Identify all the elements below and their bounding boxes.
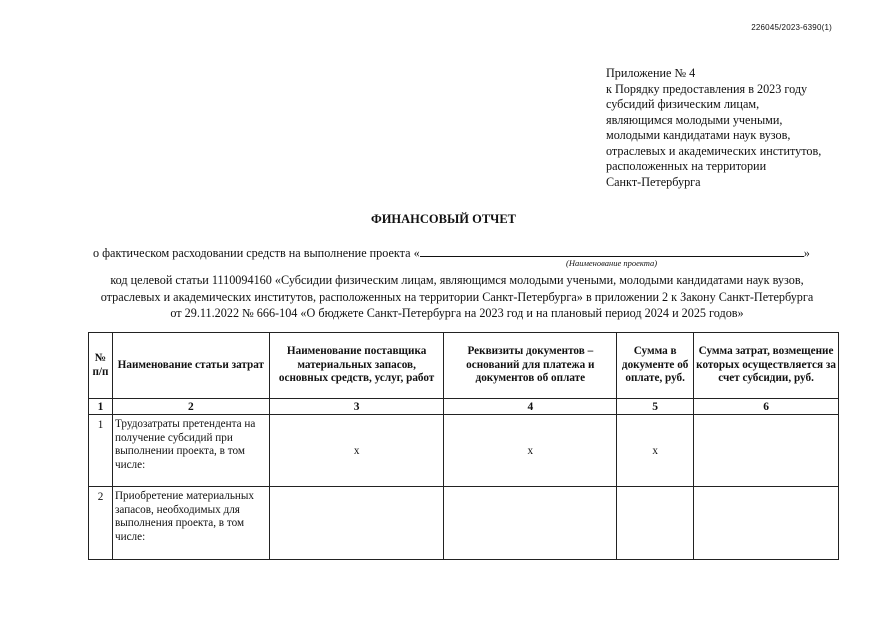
- document-amount-cell[interactable]: [617, 487, 694, 560]
- paragraph-line: код целевой статьи 1110094160 «Субсидии физическим лицам, являющимся молодыми учеными, молодыми кандидатами наук вузов,: [110, 273, 804, 287]
- appendix-line: Приложение № 4: [606, 66, 696, 80]
- paragraph-line: отраслевых и академических институтов, расположенных на территории Санкт-Петербурга» в приложении 2 к Закону Санкт-Петербурга: [100, 289, 814, 304]
- appendix-note: [606, 66, 821, 190]
- header-cell: Наименование поставщика материальных запасов, основных средств, услуг, работ: [269, 333, 444, 399]
- header-cell: Наименование статьи затрат: [112, 333, 269, 399]
- row-number: 2: [89, 487, 113, 560]
- cost-item-name: Приобретение материальных запасов, необходимых для выполнения проекта, в том числе:: [112, 487, 269, 560]
- appendix-line: субсидий физическим лицам,: [606, 97, 760, 111]
- project-name-hint: (Наименование проекта): [566, 258, 658, 268]
- column-number: 1: [89, 399, 113, 415]
- header-cell: Сумма затрат, возмещение которых осуществляется за счет субсидии, руб.: [694, 333, 839, 399]
- appendix-line: Санкт-Петербурга: [606, 174, 701, 189]
- project-name-blank[interactable]: [420, 245, 804, 257]
- document-amount-cell[interactable]: x: [617, 415, 694, 487]
- subject-suffix: »: [803, 246, 810, 260]
- budget-code-paragraph: [82, 272, 832, 322]
- subject-prefix: о фактическом расходовании средств на выполнение проекта «: [93, 246, 420, 260]
- report-title: ФИНАНСОВЫЙ ОТЧЕТ: [370, 212, 517, 226]
- table-row: [89, 487, 839, 560]
- column-number: 4: [444, 399, 617, 415]
- appendix-line: являющимся молодыми учеными,: [606, 112, 783, 127]
- row-number: 1: [89, 415, 113, 487]
- column-number: 3: [269, 399, 444, 415]
- cost-item-name: Трудозатраты претендента на получение субсидий при выполнении проекта, в том числе:: [112, 415, 269, 487]
- header-cell: № п/п: [89, 333, 113, 399]
- header-cell: Реквизиты документов – оснований для платежа и документов об оплате: [444, 333, 617, 399]
- column-number-row: [89, 399, 839, 415]
- supplier-cell[interactable]: [269, 487, 444, 560]
- financial-report-table: [88, 332, 839, 560]
- appendix-line: молодыми кандидатами наук вузов,: [606, 128, 791, 142]
- column-number: 6: [694, 399, 839, 415]
- appendix-line: к Порядку предоставления в 2023 году: [606, 81, 808, 96]
- header-cell: Сумма в документе об оплате, руб.: [617, 333, 694, 399]
- column-number: 2: [112, 399, 269, 415]
- documents-cell[interactable]: [444, 487, 617, 560]
- appendix-line: отраслевых и академических институтов,: [606, 143, 822, 158]
- paragraph-line: от 29.11.2022 № 666-104 «О бюджете Санкт-Петербурга на 2023 год и на плановый период 2024 и 2025 годов»: [170, 306, 744, 320]
- document-id: 226045/2023-6390(1): [751, 23, 832, 32]
- table-row: [89, 415, 839, 487]
- supplier-cell[interactable]: x: [269, 415, 444, 487]
- documents-cell[interactable]: x: [444, 415, 617, 487]
- subsidy-amount-cell[interactable]: [694, 487, 839, 560]
- column-number: 5: [617, 399, 694, 415]
- appendix-line: расположенных на территории: [606, 159, 767, 173]
- table-header-row: [89, 333, 839, 399]
- subsidy-amount-cell[interactable]: [694, 415, 839, 487]
- project-subject-line: [93, 245, 833, 261]
